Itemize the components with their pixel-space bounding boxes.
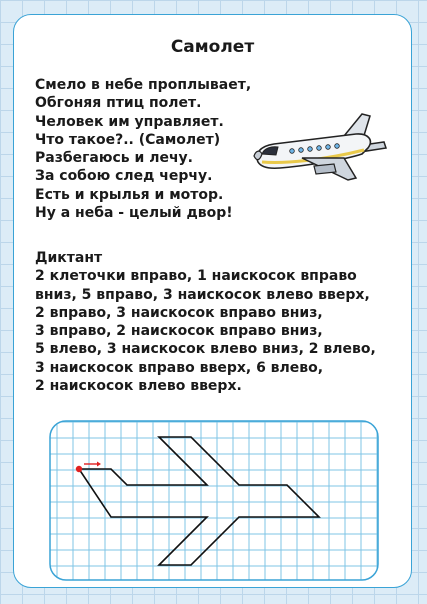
poem-line: Человек им управляет. [35,113,224,130]
poem-line: Разбегаюсь и лечу. [35,150,193,167]
dictation [35,249,376,395]
drawing-grid [49,420,379,581]
poem-line: Есть и крылья и мотор. [35,186,224,203]
dictation-line: 5 влево, 3 наискосок влево вниз, 2 влево, [35,341,376,358]
dictation-line: вниз, 5 вправо, 3 наискосок влево вверх, [35,286,370,303]
grid-lines [49,420,379,581]
dictation-line: 2 вправо, 3 наискосок вправо вниз, [35,304,323,321]
airplane-illustration [244,106,394,186]
poem-line: Смело в небе проплывает, [35,77,252,93]
dictation-line: 3 наискосок вправо вверх, 6 влево, [35,359,324,376]
start-point-dot [76,466,82,472]
poem-line: Ну а неба - целый двор! [35,205,233,222]
poem [35,76,275,222]
poem-line: Обгоняя птиц полет. [35,95,202,112]
poem-line: За собою след черчу. [35,168,213,185]
dictation-line: 2 клеточки вправо, 1 наискосок вправо [35,268,357,285]
dictation-line: 2 наискосок влево вверх. [35,378,242,395]
worksheet-title: Самолет [170,37,255,57]
dictation-heading: Диктант [35,250,103,266]
dictation-line: 3 вправо, 2 наискосок вправо вниз, [35,323,323,340]
poem-line: Что такое?.. (Самолет) [35,131,221,148]
